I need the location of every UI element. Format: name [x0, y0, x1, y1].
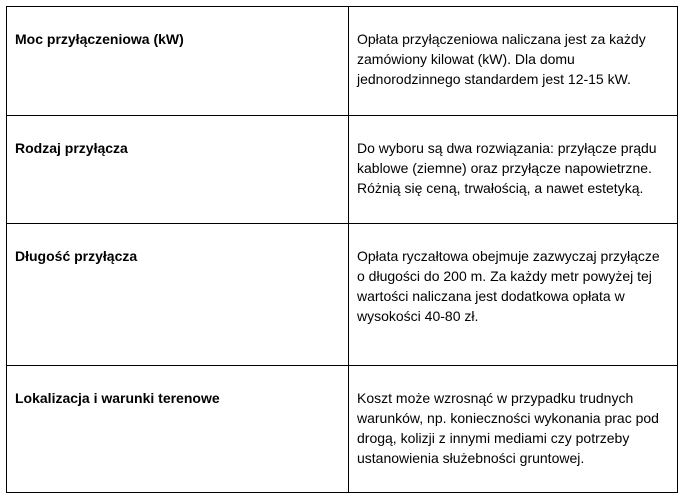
table-row: [7, 7, 678, 116]
row-label: Moc przyłączeniowa (kW): [7, 7, 349, 116]
row-description: Opłata ryczałtowa obejmuje zazwyczaj przyłącze o długości do 200 m. Za każdy metr powyżej tej wartości naliczana jest dodatkowa opłata w wysokości 40-80 zł.: [349, 224, 678, 366]
row-description: Koszt może wzrosnąć w przypadku trudnych warunków, np. konieczności wykonania prac pod drogą, kolizji z innymi mediami czy potrzeby ustanowienia służebności gruntowej.: [349, 366, 678, 493]
table-row: [7, 366, 678, 493]
row-description: Do wyboru są dwa rozwiązania: przyłącze prądu kablowe (ziemne) oraz przyłącze napowietrzne. Różnią się ceną, trwałością, a nawet estetyką.: [349, 116, 678, 224]
connection-cost-factors-table: [6, 6, 678, 493]
row-label: Lokalizacja i warunki terenowe: [7, 366, 349, 493]
table-row: [7, 224, 678, 366]
row-description: Opłata przyłączeniowa naliczana jest za każdy zamówiony kilowat (kW). Dla domu jednorodzinnego standardem jest 12-15 kW.: [349, 7, 678, 116]
row-label: Rodzaj przyłącza: [7, 116, 349, 224]
row-label: Długość przyłącza: [7, 224, 349, 366]
table-row: [7, 116, 678, 224]
